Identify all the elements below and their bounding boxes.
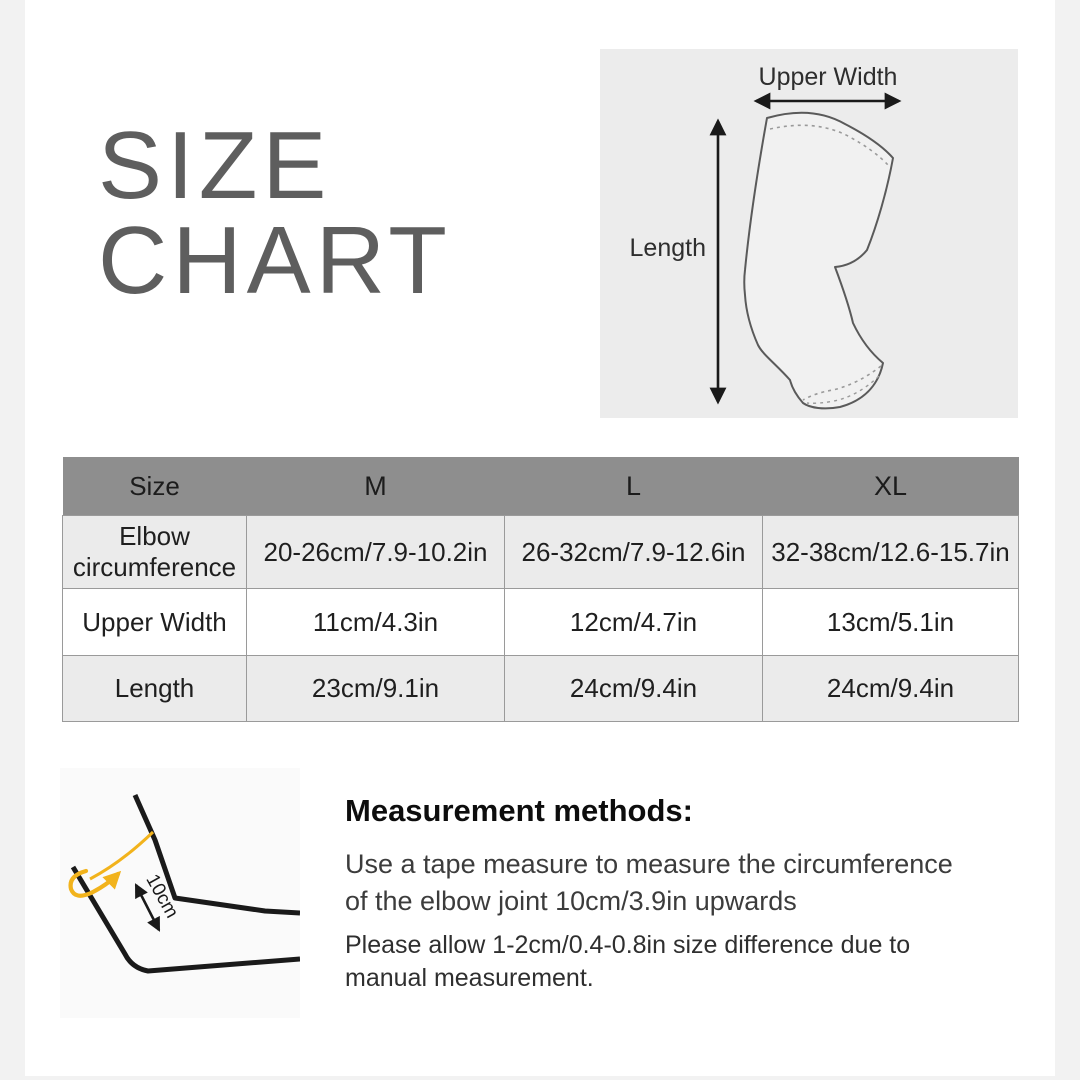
instruction-line-2: of the elbow joint 10cm/3.9in upwards: [345, 886, 797, 916]
cell-l: 24cm/9.4in: [505, 656, 763, 722]
cell-l: 12cm/4.7in: [505, 589, 763, 656]
row-label: Length: [63, 656, 247, 722]
note-line-1: Please allow 1-2cm/0.4-0.8in size difference due to: [345, 931, 911, 959]
arm-diagram-graphic: [60, 768, 300, 1018]
cell-m: 23cm/9.1in: [247, 656, 505, 722]
upper-width-label: Upper Width: [758, 63, 898, 91]
cell-m: 20-26cm/7.9-10.2in: [247, 516, 505, 589]
title-line-1: SIZE: [98, 112, 332, 219]
table-row-elbow-circumference: [63, 516, 1019, 589]
ten-cm-label: 10cm: [141, 870, 183, 922]
measurement-methods-heading: Measurement methods:: [345, 793, 693, 828]
cell-l: 26-32cm/7.9-12.6in: [505, 516, 763, 589]
content-card: [25, 0, 1055, 1076]
sleeve-outline: [744, 113, 893, 409]
row-label: Elbow circumference: [63, 516, 247, 589]
length-label: Length: [629, 234, 706, 262]
sleeve-measurement-diagram: [600, 49, 1018, 418]
table-row-upper-width: [63, 589, 1019, 656]
cell-xl: 24cm/9.4in: [763, 656, 1019, 722]
measurement-note: [345, 929, 910, 995]
size-table: [62, 457, 1019, 722]
title-line-2: CHART: [98, 207, 452, 314]
circumference-arrow-icon: [71, 871, 118, 896]
table-row-length: [63, 656, 1019, 722]
cell-m: 11cm/4.3in: [247, 589, 505, 656]
arm-measurement-diagram: [60, 768, 300, 1018]
note-line-2: manual measurement.: [345, 964, 594, 992]
table-header-row: [63, 457, 1019, 516]
cell-xl: 13cm/5.1in: [763, 589, 1019, 656]
col-header-xl: XL: [763, 457, 1019, 516]
instruction-line-1: Use a tape measure to measure the circumference: [345, 849, 953, 879]
circumference-arc-back: [90, 832, 153, 879]
page-title: [98, 112, 452, 314]
col-header-l: L: [505, 457, 763, 516]
col-header-size: Size: [63, 457, 247, 516]
row-label: Upper Width: [63, 589, 247, 656]
cell-xl: 32-38cm/12.6-15.7in: [763, 516, 1019, 589]
sleeve-diagram-graphic: [600, 49, 1018, 418]
measurement-instruction: [345, 846, 953, 920]
col-header-m: M: [247, 457, 505, 516]
